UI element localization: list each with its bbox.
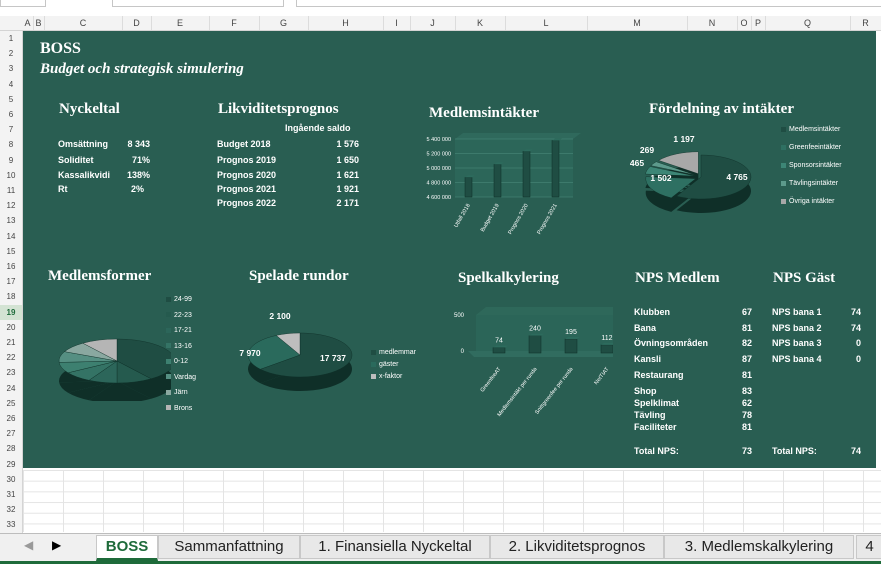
legend-swatch bbox=[166, 374, 171, 379]
chart-back bbox=[476, 315, 613, 351]
data-label: 74 bbox=[495, 337, 503, 345]
column-header[interactable]: O bbox=[737, 16, 752, 30]
x-tick-label: Prognos 2020 bbox=[507, 203, 530, 236]
legend-entry bbox=[371, 361, 398, 368]
formula-box[interactable] bbox=[112, 0, 284, 7]
column-headers bbox=[0, 16, 881, 31]
data-label: 2 100 bbox=[269, 311, 291, 321]
likviditet-label: Prognos 2021 bbox=[217, 184, 277, 194]
x-tick-label: Budget 2019 bbox=[479, 203, 501, 234]
likviditet-value: 1 921 bbox=[336, 184, 359, 194]
legend-swatch bbox=[166, 312, 171, 317]
bar[interactable] bbox=[552, 140, 559, 197]
nyckeltal-label: Kassalikvidi bbox=[58, 170, 111, 180]
sheet-tab-bar bbox=[0, 533, 881, 564]
nps-total-label: Total NPS: bbox=[772, 446, 817, 456]
fordelning-chart[interactable] bbox=[619, 119, 779, 219]
nps-label: NPS bana 3 bbox=[772, 338, 822, 348]
data-label: 112 bbox=[601, 334, 613, 342]
row-header[interactable]: 9 bbox=[8, 155, 14, 165]
row-header[interactable]: 30 bbox=[6, 474, 16, 484]
data-label: 240 bbox=[529, 325, 541, 333]
column-header[interactable]: N bbox=[687, 16, 738, 30]
column-header[interactable]: L bbox=[505, 16, 588, 30]
row-header[interactable]: 31 bbox=[6, 490, 16, 499]
row-header[interactable]: 22 bbox=[6, 353, 16, 363]
bar[interactable] bbox=[601, 345, 613, 353]
y-tick-label: 5 000 000 bbox=[426, 166, 451, 172]
likviditet-label: Prognos 2019 bbox=[217, 155, 277, 165]
column-header[interactable]: F bbox=[209, 16, 260, 30]
legend-entry bbox=[166, 327, 192, 334]
row-header[interactable]: 10 bbox=[6, 170, 16, 180]
legend-swatch bbox=[781, 181, 786, 186]
legend-swatch bbox=[371, 350, 376, 355]
legend-label: Brons bbox=[174, 404, 193, 412]
legend-swatch bbox=[781, 199, 786, 204]
bar[interactable] bbox=[565, 339, 577, 353]
bar[interactable] bbox=[493, 348, 505, 353]
x-tick-label: NetTIAT bbox=[593, 366, 611, 387]
chart-wall bbox=[455, 133, 581, 139]
spelade-heading: Spelade rundor bbox=[249, 268, 349, 284]
column-header[interactable]: I bbox=[383, 16, 411, 30]
likviditet-label: Budget 2018 bbox=[217, 139, 271, 149]
legend-label: gäster bbox=[379, 361, 399, 368]
legend-entry bbox=[371, 349, 416, 356]
nps-label: Övningsområden bbox=[634, 338, 709, 348]
row-header[interactable]: 24 bbox=[6, 383, 16, 393]
data-label: 1 502 bbox=[650, 173, 672, 183]
nps-label: NPS bana 4 bbox=[772, 354, 822, 364]
nps-label: NPS bana 2 bbox=[772, 323, 822, 333]
sheet-tab[interactable]: 4 bbox=[856, 535, 881, 559]
nps-label: Spelklimat bbox=[634, 398, 680, 408]
nps-total-value: 74 bbox=[850, 446, 861, 456]
row-header[interactable]: 19 bbox=[0, 305, 22, 320]
nps-gast-heading: NPS Gäst bbox=[773, 270, 836, 286]
likviditet-value: 1 576 bbox=[336, 139, 359, 149]
row-header[interactable]: 7 bbox=[8, 125, 14, 135]
legend-entry bbox=[781, 144, 841, 151]
row-header[interactable]: 3 bbox=[8, 64, 14, 74]
spelkalkylering-heading: Spelkalkylering bbox=[458, 270, 559, 286]
nyckeltal-label: Soliditet bbox=[58, 155, 94, 165]
legend-swatch bbox=[166, 343, 171, 348]
nps-value: 74 bbox=[850, 323, 861, 333]
row-header[interactable]: 8 bbox=[8, 140, 14, 150]
legend-entry bbox=[781, 198, 835, 205]
legend-swatch bbox=[781, 163, 786, 168]
bar[interactable] bbox=[465, 177, 472, 197]
legend-entry bbox=[166, 358, 188, 365]
legend-label: medlemmar bbox=[379, 349, 416, 356]
data-label: 269 bbox=[639, 145, 655, 155]
nps-label: Faciliteter bbox=[634, 422, 677, 432]
name-box[interactable] bbox=[0, 0, 46, 7]
nyckeltal-value: 8 343 bbox=[127, 139, 150, 149]
nyckeltal-value: 71% bbox=[131, 155, 150, 165]
nps-label: Kansli bbox=[634, 354, 662, 364]
x-tick-label: GreenfeeAT bbox=[479, 366, 503, 394]
legend-entry bbox=[166, 405, 192, 412]
legend-swatch bbox=[166, 359, 171, 364]
legend-entry bbox=[166, 312, 192, 319]
likviditet-label: Prognos 2022 bbox=[217, 198, 277, 208]
legend-label: Vardag bbox=[174, 373, 197, 381]
nps-medlem-heading: NPS Medlem bbox=[635, 270, 720, 286]
nps-label: Restaurang bbox=[634, 370, 684, 380]
legend-label: 24-99 bbox=[174, 296, 192, 303]
row-header[interactable]: 21 bbox=[6, 338, 16, 347]
legend-swatch bbox=[371, 374, 376, 379]
nps-value: 0 bbox=[855, 338, 861, 348]
legend-entry bbox=[166, 389, 188, 396]
legend-swatch bbox=[166, 390, 171, 395]
column-header[interactable]: B bbox=[33, 16, 45, 30]
column-header[interactable]: P bbox=[751, 16, 766, 30]
legend-entry bbox=[781, 162, 842, 169]
row-header[interactable]: 25 bbox=[6, 398, 16, 408]
legend-label: Medlemsintäkter bbox=[789, 126, 841, 133]
legend-swatch bbox=[166, 405, 171, 410]
likviditet-value: 1 650 bbox=[336, 155, 359, 165]
legend-swatch bbox=[781, 127, 786, 132]
nyckeltal-heading: Nyckeltal bbox=[59, 101, 120, 117]
data-label: 465 bbox=[629, 158, 645, 168]
column-header[interactable]: D bbox=[122, 16, 152, 30]
row-header[interactable]: 6 bbox=[8, 110, 14, 119]
legend-label: Järn bbox=[174, 389, 188, 396]
sheet-tab[interactable]: BOSS bbox=[96, 535, 158, 561]
nyckeltal-label: Omsättning bbox=[58, 139, 109, 149]
row-header[interactable]: 12 bbox=[6, 201, 16, 211]
nps-value: 62 bbox=[741, 398, 752, 408]
legend-entry bbox=[166, 343, 192, 350]
column-header[interactable]: C bbox=[44, 16, 123, 30]
sheet-tab[interactable]: 3. Medlemskalkylering bbox=[664, 535, 854, 559]
dashboard-title: BOSS bbox=[40, 40, 81, 57]
formula-bar-area bbox=[0, 0, 881, 16]
column-header[interactable]: H bbox=[308, 16, 384, 30]
nps-total-label: Total NPS: bbox=[634, 446, 679, 456]
legend-label: Sponsorsintäkter bbox=[789, 162, 842, 169]
y-tick-label: 4 800 000 bbox=[426, 180, 451, 187]
legend-label: Greenfeeintäkter bbox=[789, 144, 842, 151]
dashboard-subtitle: Budget och strategisk simulering bbox=[40, 61, 244, 77]
nps-value: 67 bbox=[741, 307, 752, 317]
formula-input[interactable] bbox=[296, 0, 881, 7]
legend-swatch bbox=[781, 145, 786, 150]
legend-entry bbox=[781, 180, 838, 187]
likviditet-label: Prognos 2020 bbox=[217, 170, 277, 180]
legend-entry bbox=[371, 373, 402, 380]
legend-label: 13-16 bbox=[174, 342, 192, 350]
column-header[interactable]: G bbox=[259, 16, 309, 30]
row-header[interactable]: 20 bbox=[6, 322, 16, 332]
nps-value: 83 bbox=[741, 386, 752, 396]
legend-label: Tävlingsintäkter bbox=[789, 180, 839, 187]
likviditet-value: 2 171 bbox=[336, 198, 359, 208]
legend-label: 22-23 bbox=[174, 311, 192, 319]
medlemsformer-chart[interactable] bbox=[31, 301, 171, 401]
nps-label: NPS bana 1 bbox=[772, 307, 822, 317]
legend-label: 17-21 bbox=[174, 327, 192, 334]
likviditet-value: 1 621 bbox=[336, 170, 359, 180]
nps-value: 81 bbox=[741, 323, 752, 333]
nps-value: 0 bbox=[855, 354, 861, 364]
y-tick-label: 4 600 000 bbox=[426, 195, 451, 201]
bar[interactable] bbox=[529, 336, 541, 353]
row-header[interactable]: 29 bbox=[6, 459, 16, 469]
row-header[interactable]: 32 bbox=[6, 505, 16, 515]
y-tick-label: 5 400 000 bbox=[426, 137, 451, 143]
row-header[interactable]: 15 bbox=[6, 246, 16, 256]
nyckeltal-value: 2% bbox=[130, 184, 144, 194]
nps-value: 87 bbox=[741, 354, 752, 364]
row-header[interactable]: 17 bbox=[6, 277, 16, 287]
likviditet-column-header: Ingående saldo bbox=[285, 123, 351, 133]
y-tick-label: 5 200 000 bbox=[426, 151, 451, 158]
fordelning-heading: Fördelning av intäkter bbox=[649, 101, 794, 117]
x-tick-label: Utfall 2018 bbox=[453, 203, 472, 229]
legend-entry bbox=[166, 296, 192, 303]
row-headers bbox=[0, 31, 23, 533]
column-header[interactable]: R bbox=[850, 16, 881, 30]
legend-entry bbox=[781, 126, 840, 133]
legend-label: Övriga intäkter bbox=[789, 198, 835, 205]
x-tick-label: Prognos 2021 bbox=[536, 203, 559, 236]
legend-entry bbox=[166, 374, 196, 381]
row-header[interactable]: 2 bbox=[8, 49, 14, 59]
row-header[interactable]: 18 bbox=[6, 292, 16, 302]
medlemsintakter-chart[interactable] bbox=[403, 125, 583, 245]
nyckeltal-label: Rt bbox=[58, 184, 68, 194]
nps-label: Bana bbox=[634, 323, 657, 333]
x-tick-label: Snittgreenfee per runda bbox=[534, 366, 575, 416]
row-header[interactable]: 16 bbox=[6, 262, 16, 271]
legend-swatch bbox=[166, 328, 171, 333]
sheet-tab[interactable]: Sammanfattning bbox=[158, 535, 300, 559]
row-header[interactable]: 23 bbox=[6, 368, 16, 378]
x-tick-label: Medlemsintäkt per runda bbox=[496, 366, 539, 418]
legend-swatch bbox=[371, 362, 376, 367]
data-label: 195 bbox=[565, 328, 577, 336]
bar[interactable] bbox=[523, 151, 530, 197]
row-header[interactable]: 33 bbox=[6, 520, 16, 530]
row-header[interactable]: 5 bbox=[8, 94, 14, 104]
likviditet-heading: Likviditetsprognos bbox=[218, 101, 339, 117]
dashboard bbox=[23, 31, 876, 468]
data-label: 17 737 bbox=[320, 353, 346, 363]
row-header[interactable]: 13 bbox=[6, 216, 16, 226]
legend-label: x-faktor bbox=[379, 373, 403, 380]
nyckeltal-value: 138% bbox=[126, 170, 150, 180]
row-header[interactable]: 27 bbox=[6, 429, 16, 439]
column-header[interactable]: M bbox=[587, 16, 688, 30]
legend-swatch bbox=[166, 297, 171, 302]
legend-label: 0-12 bbox=[174, 358, 189, 365]
row-header[interactable]: 11 bbox=[6, 186, 16, 195]
nps-value: 82 bbox=[741, 338, 752, 348]
column-header[interactable]: E bbox=[151, 16, 210, 30]
sheet-tab[interactable]: 1. Finansiella Nyckeltal bbox=[300, 535, 490, 559]
data-label: 4 765 bbox=[726, 172, 748, 182]
nps-label: Klubben bbox=[634, 307, 670, 317]
chart-wall bbox=[476, 307, 613, 315]
spelade-chart[interactable] bbox=[218, 303, 378, 403]
medlemsformer-heading: Medlemsformer bbox=[48, 268, 152, 284]
nps-label: Shop bbox=[634, 386, 657, 396]
bar[interactable] bbox=[494, 164, 501, 197]
column-header[interactable]: J bbox=[410, 16, 456, 30]
column-header[interactable]: K bbox=[455, 16, 506, 30]
prev-sheet-button[interactable]: ◀ bbox=[24, 538, 34, 552]
row-header[interactable]: 26 bbox=[6, 414, 16, 423]
nps-value: 74 bbox=[850, 307, 861, 317]
row-header[interactable]: 14 bbox=[6, 231, 16, 241]
column-header[interactable]: A bbox=[22, 16, 34, 30]
row-header[interactable]: 4 bbox=[8, 79, 14, 89]
y-tick-label: 500 bbox=[453, 313, 464, 319]
column-header[interactable]: Q bbox=[765, 16, 851, 30]
cell-grid[interactable] bbox=[23, 470, 881, 532]
row-header[interactable]: 28 bbox=[6, 444, 16, 454]
nps-label: Tävling bbox=[634, 410, 666, 420]
nps-total-value: 73 bbox=[741, 446, 752, 456]
nps-value: 81 bbox=[741, 370, 752, 380]
y-tick-label: 0 bbox=[460, 349, 464, 355]
spelkalkylering-chart[interactable] bbox=[428, 303, 613, 453]
sheet-tab[interactable]: 2. Likviditetsprognos bbox=[490, 535, 664, 559]
medlemsintakter-heading: Medlemsintäkter bbox=[429, 105, 539, 121]
data-label: 7 970 bbox=[239, 348, 261, 358]
next-sheet-button[interactable]: ▶ bbox=[52, 538, 62, 552]
nps-value: 78 bbox=[741, 410, 752, 420]
data-label: 1 197 bbox=[673, 134, 695, 144]
nps-value: 81 bbox=[741, 422, 752, 432]
row-header[interactable]: 1 bbox=[8, 34, 14, 43]
